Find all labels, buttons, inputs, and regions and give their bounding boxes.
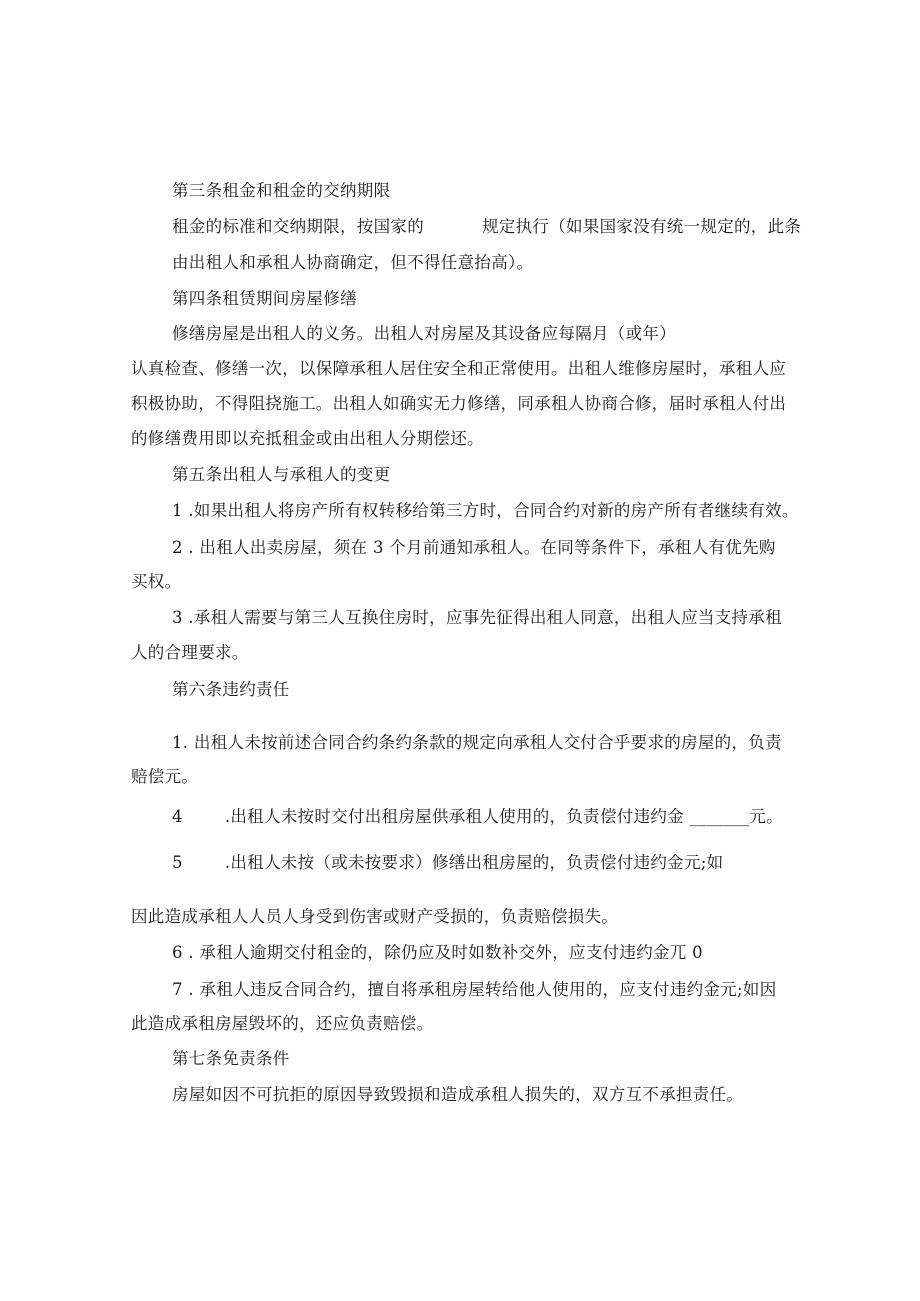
article-3-line-1-part-b: 规定执行（如果国家没有统一规定的，此条 bbox=[482, 217, 802, 236]
article-4-line-2: 认真检查、修缮一次，以保障承租人居住安全和正常使用。出租人维修房屋时，承租人应 bbox=[131, 359, 787, 378]
article-4-line-1: 修缮房屋是出租人的义务。出租人对房屋及其设备应每隔月（或年） bbox=[172, 324, 676, 343]
article-6-item-1-line-1: 1. 出租人未按前述合同合约条约条款的规定向承租人交付合乎要求的房屋的，负责 bbox=[172, 733, 782, 752]
article-4-line-3: 积极协助，不得阻挠施工。出租人如确实无力修缮，同承租人协商合修，届时承租人付出 bbox=[131, 394, 787, 413]
article-7-heading: 第七条免责条件 bbox=[172, 1049, 290, 1068]
article-3-line-2: 由出租人和承租人协商确定，但不得任意抬高）。 bbox=[172, 253, 534, 272]
article-5-item-1: 1 .如果出租人将房产所有权转移给第三方时，合同合约对新的房产所有者继续有效。 bbox=[172, 501, 799, 520]
article-6-item-4 bbox=[172, 806, 783, 828]
article-6-item-7-line-1: 7 . 承租人违反合同合约，擅自将承租房屋转给他人使用的，应支付违约金元;如因 bbox=[172, 980, 777, 999]
article-6-item-5 bbox=[172, 852, 723, 874]
article-6-item-1-line-2: 赔偿元。 bbox=[131, 767, 199, 786]
article-6-item-7-line-2: 此造成承租房屋毁坏的，还应负责赔偿。 bbox=[131, 1014, 434, 1033]
article-4-heading: 第四条租赁期间房屋修缮 bbox=[172, 289, 357, 308]
article-5-heading: 第五条出租人与承租人的变更 bbox=[172, 465, 391, 484]
article-3-line-1-part-a: 租金的标准和交纳期限，按国家的 bbox=[172, 217, 424, 236]
article-6-item-6: 6 . 承租人逾期交付租金的，除仍应及时如数补交外，应支付违约金兀 0 bbox=[172, 943, 703, 962]
article-6-heading: 第六条违约责任 bbox=[172, 680, 290, 699]
article-5-item-3-line-2: 人的合理要求。 bbox=[131, 643, 249, 662]
article-3-heading: 第三条租金和租金的交纳期限 bbox=[172, 181, 391, 200]
item-5-text: .出租人未按（或未按要求）修缮出租房屋的，负责偿付违约金元;如 bbox=[224, 853, 724, 872]
item-4-number: 4 bbox=[172, 807, 183, 826]
article-6-item-5-continued: 因此造成承租人人员人身受到伤害或财产受损的，负责赔偿损失。 bbox=[131, 907, 619, 926]
article-3-line-1 bbox=[172, 216, 801, 238]
article-4-line-4: 的修缮费用即以充抵租金或由出租人分期偿还。 bbox=[131, 429, 484, 448]
article-7-line-1: 房屋如因不可抗拒的原因导致毁损和造成承租人损失的，双方互不承担责任。 bbox=[172, 1085, 744, 1104]
article-5-item-3-line-1: 3 .承租人需要与第三人互换住房时，应事先征得出租人同意，出租人应当支持承租 bbox=[172, 608, 782, 627]
item-4-text: .出租人未按时交付出租房屋供承租人使用的，负责偿付违约金 _______元。 bbox=[224, 807, 783, 826]
item-5-number: 5 bbox=[172, 853, 183, 872]
article-5-item-2-line-2: 买权。 bbox=[131, 572, 182, 591]
article-5-item-2-line-1: 2 . 出租人出卖房屋，须在 3 个月前通知承租人。在同等条件下，承租人有优先购 bbox=[172, 538, 776, 557]
